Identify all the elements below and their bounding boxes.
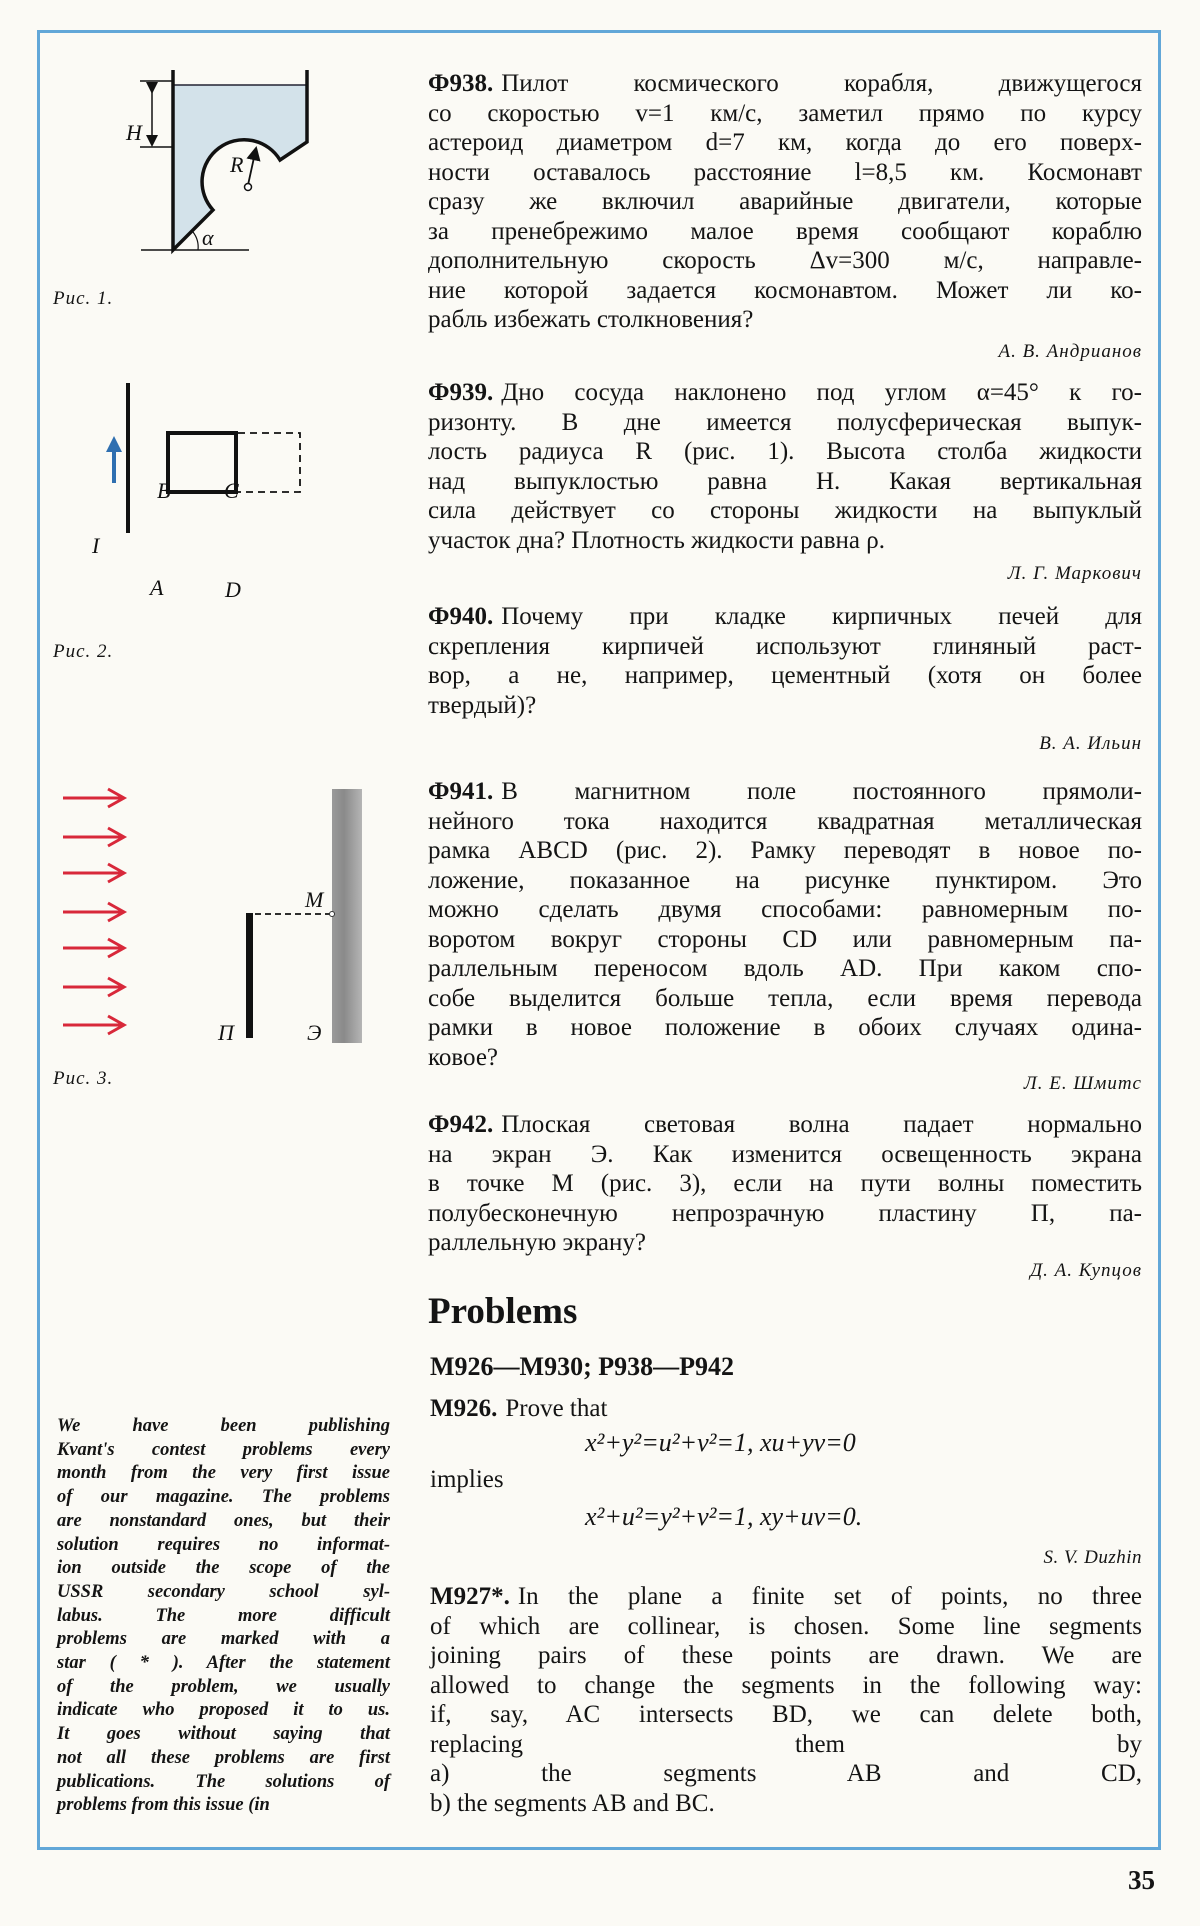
label-H: H: [126, 120, 142, 145]
figure-1-vessel: [125, 70, 307, 250]
line-text: star ( * ). After the statement: [57, 1653, 390, 1674]
text-line: [428, 866, 1142, 896]
implies-text: implies: [430, 1466, 504, 1493]
intro-note: [57, 1415, 390, 1818]
line-text: Дно сосуда наклонено под углом α=45° к го-: [501, 379, 1142, 406]
text-line: [428, 632, 1142, 662]
author-f940: В. А. Ильин: [1039, 733, 1142, 754]
label-p: П: [218, 1020, 234, 1045]
figure-2-frame: [91, 383, 300, 602]
line-text: рабль избежать столкновения?: [428, 306, 754, 333]
problem-number: Ф940.: [428, 603, 494, 630]
text-line: [428, 1199, 1142, 1229]
line-text: not all these problems are first: [57, 1747, 390, 1768]
text-line: [430, 1789, 1142, 1819]
point-m: [330, 912, 335, 917]
line-text: publications. The solutions of: [57, 1771, 390, 1792]
text-line: [428, 1228, 1142, 1258]
label-alpha: α: [202, 225, 214, 250]
text-line: [430, 1671, 1142, 1701]
line-text: problems from this issue (in: [57, 1795, 270, 1816]
line-text: problems are marked with a: [57, 1629, 390, 1650]
problem-m926-intro: [430, 1394, 607, 1424]
text-line: [57, 1486, 390, 1510]
text-line: [428, 526, 1142, 556]
label-R: R: [230, 152, 244, 177]
label-D: D: [225, 577, 241, 602]
line-text: We have been publishing: [57, 1416, 390, 1436]
text-line: [57, 1439, 390, 1463]
equation-2: x²+u²=y²+v²=1, xy+uv=0.: [585, 1502, 863, 1531]
new-position-dashed: [238, 433, 300, 492]
problem-f938: [428, 69, 1142, 335]
label-I: I: [92, 533, 100, 558]
text-line: [428, 158, 1142, 188]
text-line: [430, 1612, 1142, 1642]
line-text: It goes without saying that: [57, 1724, 390, 1745]
text-line: [430, 1582, 1142, 1612]
line-text: вор, а не, например, цементный (хотя он более: [428, 662, 1142, 689]
text-line: [57, 1415, 390, 1439]
line-text: ковое?: [428, 1043, 499, 1071]
text-line: [428, 217, 1142, 247]
author-m926: S. V. Duzhin: [1043, 1547, 1142, 1568]
text-line: [428, 1043, 1142, 1073]
text-line: [428, 69, 1142, 99]
fig2-caption: Рис. 2.: [53, 641, 114, 662]
text-line: [428, 691, 1142, 721]
line-text: of our magazine. The problems: [57, 1487, 390, 1508]
text-line: [57, 1676, 390, 1700]
text-line: [428, 128, 1142, 158]
text-line: [57, 1628, 390, 1652]
problem-number: Ф942.: [428, 1111, 494, 1138]
line-text: Почему при кладке кирпичных печей для: [501, 603, 1142, 630]
author-f941: Л. Е. Шмитс: [1023, 1073, 1142, 1094]
line-text: над выпуклостью равна H. Какая вертикальная: [428, 467, 1142, 495]
line-text: раллельным переносом вдоль AD. При каком спо-: [428, 955, 1142, 982]
line-text: лость радиуса R (рис. 1). Высота столба жидкости: [428, 438, 1142, 465]
text-line: [57, 1510, 390, 1534]
problem-f942: [428, 1110, 1142, 1258]
text-line: [428, 777, 1142, 807]
line-text: joining pairs of these points are drawn. We are: [430, 1642, 1142, 1669]
line-text: сила действует со стороны жидкости на выпуклый: [428, 497, 1142, 524]
equation-1: x²+y²=u²+v²=1, xu+yv=0: [585, 1428, 856, 1457]
page-number: 35: [1128, 1865, 1155, 1895]
line-text: ности оставалось расстояние l=8,5 км. Космонавт: [428, 158, 1142, 186]
line-text: рамки в новое положение в обоих случаях одина-: [428, 1014, 1142, 1041]
text-line: [428, 807, 1142, 837]
problem-number: Ф938.: [428, 70, 494, 97]
text-line: [428, 496, 1142, 526]
line-text: на экран Э. Как изменится освещенность экрана: [428, 1140, 1142, 1168]
text-line: [428, 1110, 1142, 1140]
text-line: [57, 1771, 390, 1795]
line-text: month from the very first issue: [57, 1463, 390, 1484]
text-line: [428, 602, 1142, 632]
text-line: [428, 925, 1142, 955]
text-line: [430, 1730, 1142, 1760]
text-line: [428, 1169, 1142, 1199]
text-line: [428, 836, 1142, 866]
line-text: можно сделать двумя способами: равномерным по-: [428, 896, 1142, 923]
line-text: за пренебрежимо малое время сообщают кораблю: [428, 217, 1142, 245]
text-line: [57, 1557, 390, 1581]
text-line: [428, 187, 1142, 217]
line-text: нейного тока находится квадратная металлическая: [428, 807, 1142, 835]
line-text: Пилот космического корабля, движущегося: [501, 70, 1142, 97]
line-text: Kvant's contest problems every: [57, 1439, 390, 1460]
text-line: [428, 99, 1142, 129]
text-line: [57, 1462, 390, 1486]
line-text: В магнитном поле постоянного прямоли-: [501, 778, 1142, 805]
problem-text: Prove that: [505, 1395, 608, 1422]
text-line: [430, 1700, 1142, 1730]
line-text: собе выделится больше тепла, если время перевода: [428, 984, 1142, 1012]
line-text: b) the segments AB and BC.: [430, 1789, 715, 1817]
text-line: [428, 437, 1142, 467]
radius-arrow: [248, 153, 255, 185]
line-text: астероид диаметром d=7 км, когда до его поверх-: [428, 129, 1142, 156]
problem-f939: [428, 378, 1142, 555]
text-line: [428, 276, 1142, 306]
fig1-caption: Рис. 1.: [53, 288, 114, 309]
line-text: are nonstandard ones, but their: [57, 1510, 390, 1531]
line-text: дополнительную скорость Δv=300 м/с, направле-: [428, 247, 1142, 274]
line-text: solution requires no informat-: [57, 1534, 390, 1555]
text-line: [430, 1759, 1142, 1789]
fig3-caption: Рис. 3.: [53, 1068, 114, 1089]
text-line: [428, 1140, 1142, 1170]
text-line: [428, 984, 1142, 1014]
problem-f940: [428, 602, 1142, 720]
line-text: в точке M (рис. 3), если на пути волны поместить: [428, 1170, 1142, 1197]
text-line: [57, 1723, 390, 1747]
text-line: [57, 1794, 390, 1818]
text-line: [428, 408, 1142, 438]
author-f938: А. В. Андрианов: [998, 341, 1142, 362]
line-text: воротом вокруг стороны CD или равномерным па-: [428, 925, 1142, 953]
text-line: [57, 1605, 390, 1629]
figure-3-light: [63, 789, 362, 1045]
label-C: C: [224, 478, 239, 503]
line-text: allowed to change the segments in the following way:: [430, 1671, 1142, 1699]
line-text: сразу же включил аварийные двигатели, которые: [428, 188, 1142, 215]
text-line: [428, 246, 1142, 276]
text-line: [57, 1534, 390, 1558]
current-arrow-head: [106, 436, 122, 452]
problem-number: M927*.: [430, 1583, 510, 1610]
problem-range: M926—M930; P938—P942: [430, 1352, 735, 1381]
line-text: a) the segments AB and CD,: [430, 1760, 1142, 1787]
problem-m927: [430, 1582, 1142, 1818]
text-line: [428, 954, 1142, 984]
text-line: [57, 1581, 390, 1605]
problem-number: Ф939.: [428, 379, 494, 406]
line-text: In the plane a finite set of points, no three: [517, 1583, 1142, 1610]
author-f939: Л. Г. Маркович: [1007, 563, 1142, 584]
line-text: labus. The more difficult: [57, 1605, 390, 1626]
screen: [332, 789, 362, 1043]
label-B: B: [157, 478, 171, 503]
line-text: of the problem, we usually: [57, 1676, 390, 1697]
line-text: скрепления кирпичей используют глиняный раст-: [428, 632, 1142, 660]
text-line: [57, 1652, 390, 1676]
text-line: [428, 378, 1142, 408]
text-line: [57, 1747, 390, 1771]
line-text: со скоростью v=1 км/с, заметил прямо по курсу: [428, 99, 1142, 127]
problem-number: Ф941.: [428, 778, 494, 805]
line-text: ion outside the scope of the: [57, 1558, 390, 1579]
text-line: [428, 1013, 1142, 1043]
text-line: [57, 1699, 390, 1723]
problem-number: M926.: [430, 1395, 498, 1422]
label-A: A: [150, 575, 164, 600]
text-line: [428, 467, 1142, 497]
line-text: ризонту. В дне имеется полусферическая выпук-: [428, 408, 1142, 436]
line-text: полубесконечную непрозрачную пластину П, па-: [428, 1199, 1142, 1227]
text-line: [428, 305, 1142, 335]
line-text: indicate who proposed it to us.: [57, 1700, 390, 1721]
section-heading: Problems: [428, 1291, 578, 1332]
line-text: Плоская световая волна падает нормально: [501, 1111, 1142, 1138]
text-line: [428, 895, 1142, 925]
line-text: replacing them by: [430, 1730, 1142, 1758]
line-text: if, say, AC intersects BD, we can delete both,: [430, 1701, 1142, 1728]
text-line: [430, 1641, 1142, 1671]
text-line: [428, 661, 1142, 691]
label-e: Э: [307, 1020, 322, 1045]
opaque-plate: [246, 913, 253, 1038]
line-text: of which are collinear, is chosen. Some line segments: [430, 1612, 1142, 1640]
problem-f941: [428, 777, 1142, 1072]
label-m: M: [305, 887, 324, 912]
line-text: USSR secondary school syl-: [57, 1581, 390, 1602]
line-text: рамка ABCD (рис. 2). Рамку переводят в новое по-: [428, 837, 1142, 864]
line-text: ложение, показанное на рисунке пунктиром. Это: [428, 866, 1142, 894]
line-text: твердый)?: [428, 691, 537, 719]
line-text: раллельную экрану?: [428, 1229, 646, 1256]
line-text: участок дна? Плотность жидкости равна ρ.: [428, 526, 885, 554]
line-text: ние которой задается космонавтом. Может ли ко-: [428, 276, 1142, 304]
author-f942: Д. А. Купцов: [1030, 1260, 1142, 1281]
